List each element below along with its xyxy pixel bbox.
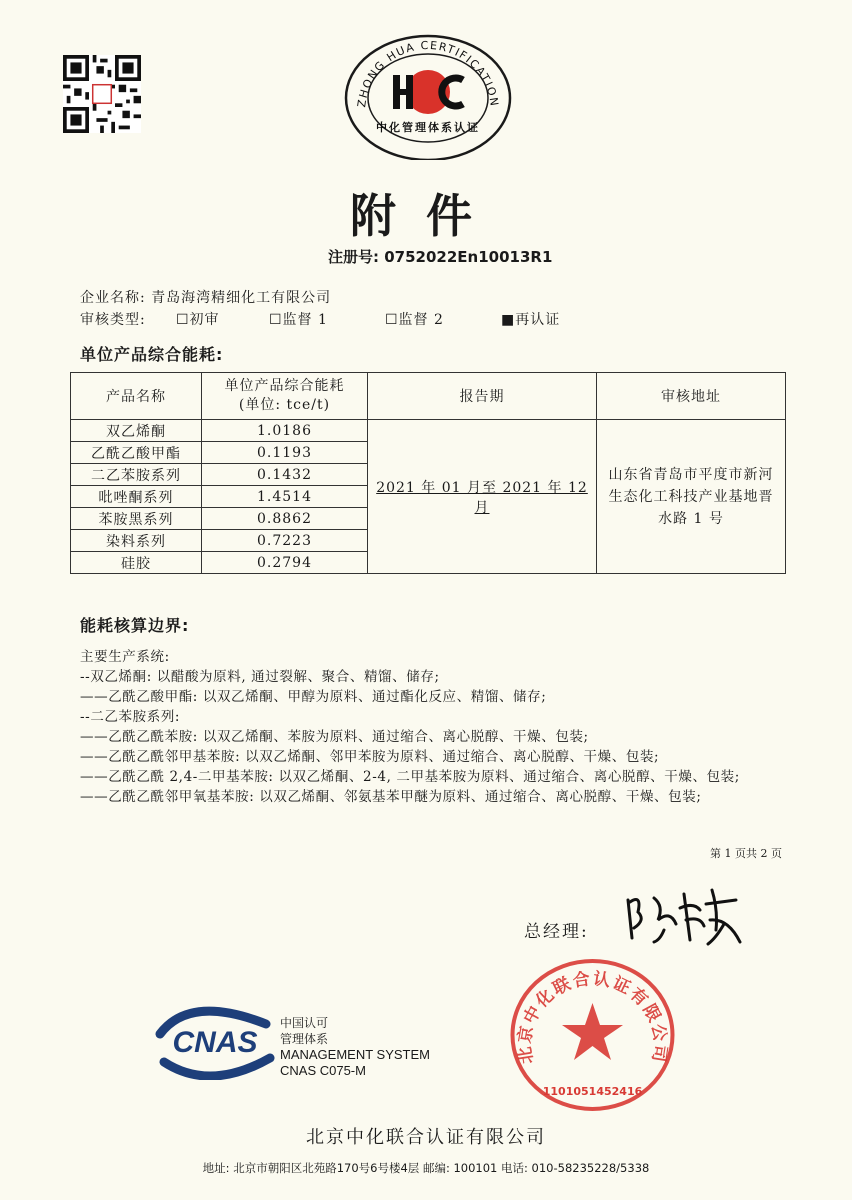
section-energy-title: 单位产品综合能耗:	[80, 345, 224, 364]
product-name: 二乙苯胺系列	[71, 464, 202, 486]
audit-option-initial: ☐初审	[176, 312, 220, 328]
boundary-line: --二乙苯胺系列:	[80, 709, 181, 725]
page-title: 附件	[350, 189, 502, 243]
cnas-logo	[150, 1000, 280, 1080]
energy-value: 0.7223	[202, 530, 368, 552]
report-period: 2021 年 01 月至 2021 年 12 月	[368, 420, 597, 574]
logo-bottom-text: 中化管理体系认证	[376, 121, 480, 134]
product-name: 乙酰乙酸甲酯	[71, 442, 202, 464]
audit-type	[80, 309, 560, 329]
boundary-line: ——乙酰乙酸甲酯: 以双乙烯酮、甲醇为原料、通过酯化反应、精馏、储存;	[80, 689, 547, 705]
energy-value: 0.1193	[202, 442, 368, 464]
seal-number: 1101051452416	[542, 1085, 643, 1098]
logo-arc-text: ZHONG HUA CERTIFICATION	[355, 38, 501, 109]
boundary-line: ——乙酰乙酰邻甲氧基苯胺: 以双乙烯酮、邻氨基苯甲醚为原料、通过缩合、离心脱醇、干燥、包装;	[80, 789, 702, 805]
boundary-line: ——乙酰乙酰苯胺: 以双乙烯酮、苯胺为原料、通过缩合、离心脱醇、干燥、包装;	[80, 729, 589, 745]
qr-code	[63, 55, 141, 133]
header-energy: 单位产品综合能耗 (单位: tce/t)	[202, 373, 368, 420]
boundary-line: ——乙酰乙酰邻甲基苯胺: 以双乙烯酮、邻甲苯胺为原料、通过缩合、离心脱醇、干燥、包装;	[80, 749, 660, 765]
cnas-line: MANAGEMENT SYSTEM	[280, 1047, 431, 1062]
company-name: 企业名称: 青岛海湾精细化工有限公司	[80, 290, 332, 306]
cnas-line: 管理体系	[280, 1032, 329, 1046]
energy-value: 0.2794	[202, 552, 368, 574]
footer-address: 地址: 北京市朝阳区北苑路170号6号楼4层 邮编: 100101 电话: 010-58235228/5338	[202, 1161, 650, 1175]
cnas-line: 中国认可	[280, 1016, 329, 1030]
product-name: 吡唑酮系列	[71, 486, 202, 508]
energy-value: 1.4514	[202, 486, 368, 508]
energy-value: 0.8862	[202, 508, 368, 530]
audit-option-surveillance-1: ☐监督 1	[269, 312, 328, 328]
product-name: 硅胶	[71, 552, 202, 574]
boundary-line: ——乙酰乙酰 2,4-二甲基苯胺: 以双乙烯酮、2-4, 二甲基苯胺为原料、通过缩合、离心脱醇、干燥、包装;	[80, 769, 740, 785]
signature	[620, 880, 750, 950]
cnas-line: CNAS C075-M	[280, 1063, 366, 1078]
cnas-text	[280, 1015, 430, 1079]
energy-table	[70, 372, 786, 574]
table-header-row	[71, 373, 786, 420]
audit-option-recertification: ■再认证	[501, 312, 561, 328]
product-name: 双乙烯酮	[71, 420, 202, 442]
cnas-mark: CNAS	[172, 1026, 258, 1059]
boundary-line: 主要生产系统:	[80, 649, 170, 665]
page-number: 第 1 页共 2 页	[710, 847, 782, 860]
boundary-text	[80, 647, 800, 807]
energy-value: 1.0186	[202, 420, 368, 442]
seal-ring-text: 北京中化联合认证有限公司	[514, 969, 671, 1066]
energy-value: 0.1432	[202, 464, 368, 486]
header-address: 审核地址	[597, 373, 786, 420]
company-seal	[505, 955, 680, 1115]
audit-type-label: 审核类型:	[80, 312, 146, 328]
footer-company: 北京中化联合认证有限公司	[306, 1127, 546, 1148]
registration-number: 注册号: 0752022En10013R1	[328, 248, 553, 266]
boundary-line: --双乙烯酮: 以醋酸为原料, 通过裂解、聚合、精馏、储存;	[80, 669, 440, 685]
audit-option-surveillance-2: ☐监督 2	[385, 312, 444, 328]
header-period: 报告期	[368, 373, 597, 420]
general-manager-label: 总经理:	[524, 922, 589, 942]
header-product: 产品名称	[71, 373, 202, 420]
audit-address: 山东省青岛市平度市新河生态化工科技产业基地晋水路 1 号	[597, 420, 786, 574]
product-name: 染料系列	[71, 530, 202, 552]
product-name: 苯胺黑系列	[71, 508, 202, 530]
hqc-logo	[343, 30, 513, 160]
table-row	[71, 420, 786, 442]
section-boundary-title: 能耗核算边界:	[80, 616, 190, 635]
